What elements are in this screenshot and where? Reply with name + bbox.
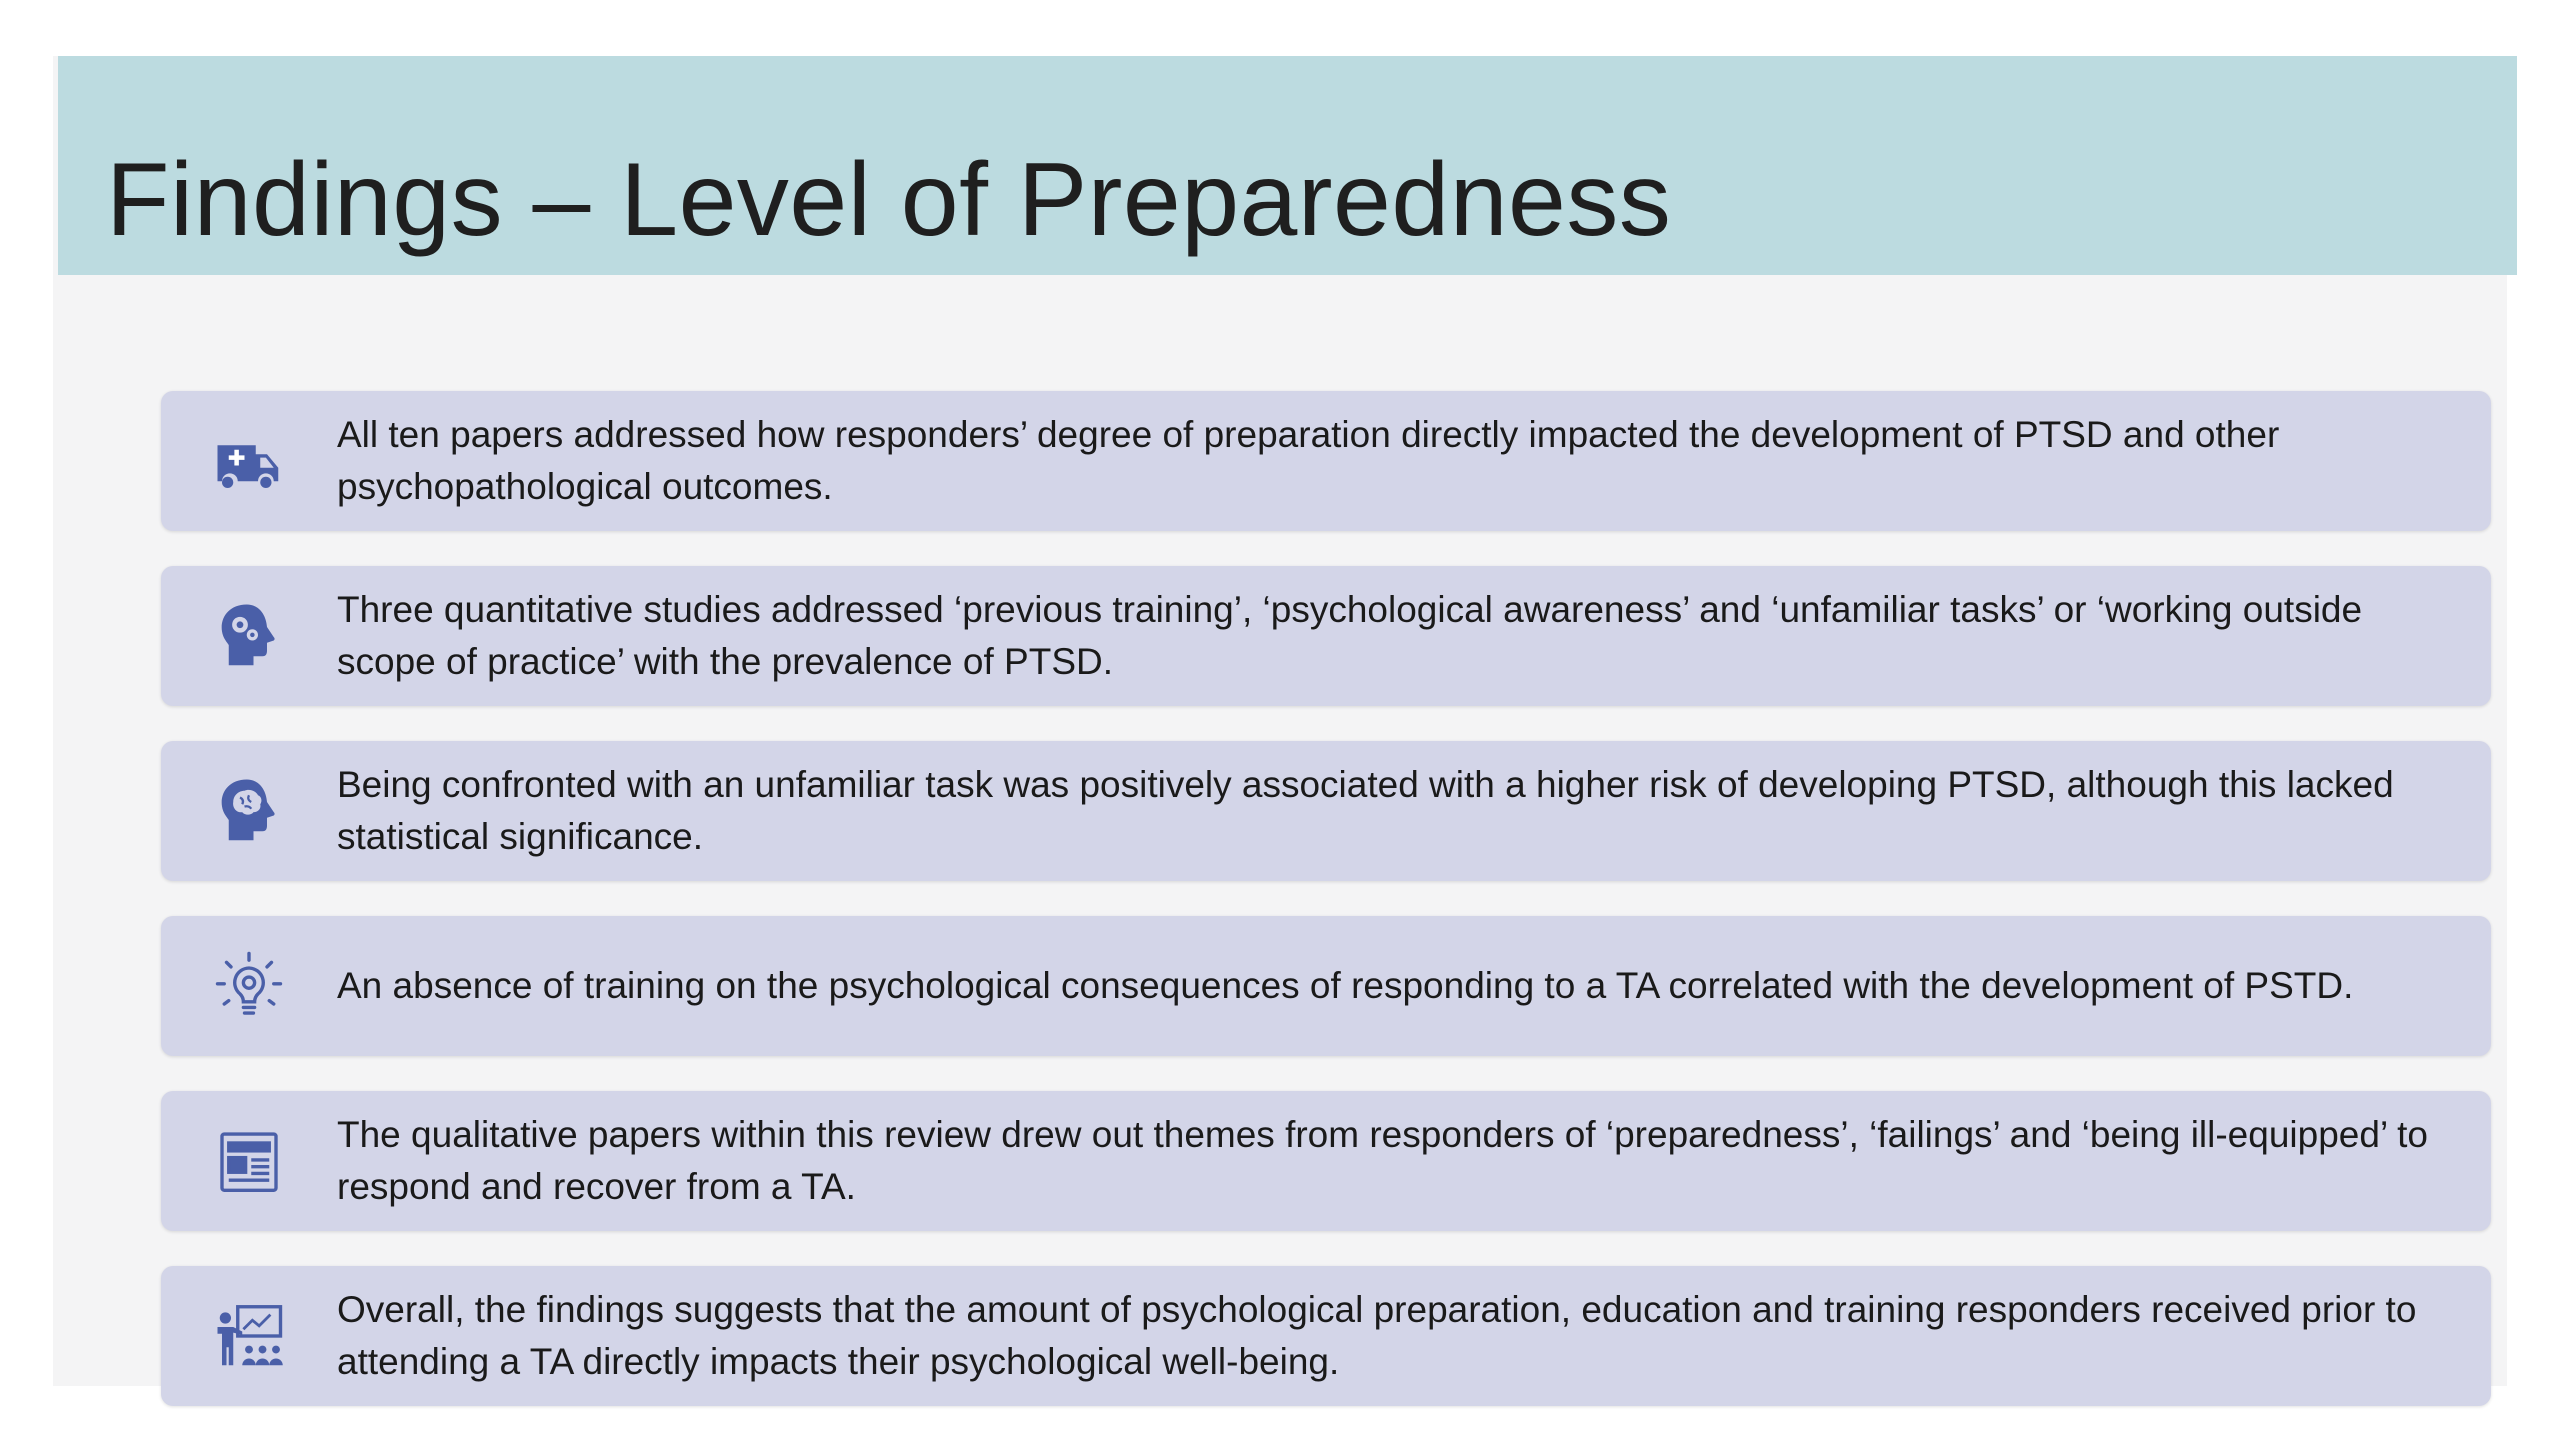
list-item (161, 566, 2491, 706)
findings-list (161, 391, 2491, 1441)
head-brain-icon (161, 741, 337, 881)
list-item (161, 916, 2491, 1056)
list-item (161, 1266, 2491, 1406)
title-band (58, 56, 2517, 275)
slide (53, 56, 2507, 1386)
item-text: The qualitative papers within this review drew out themes from responders of ‘preparedness’, ‘failings’ and ‘being ill-equipped’ to respond and recover from a TA. (337, 1114, 2428, 1207)
list-item (161, 1091, 2491, 1231)
head-gears-icon (161, 566, 337, 706)
item-text: Being confronted with an unfamiliar task was positively associated with a higher risk of developing PTSD, although this lacked statistical significance. (337, 764, 2394, 857)
lightbulb-icon (161, 916, 337, 1056)
item-text: Overall, the findings suggests that the amount of psychological preparation, education and training responders received prior to attending a TA directly impacts their psychological well-being. (337, 1289, 2417, 1382)
item-text: All ten papers addressed how responders’ degree of preparation directly impacted the development of PTSD and other psychopathological outcomes. (337, 414, 2280, 507)
item-text: Three quantitative studies addressed ‘previous training’, ‘psychological awareness’ and ‘unfamiliar tasks’ or ‘working outside scope of practice’ with the prevalence of PTSD. (337, 589, 2363, 682)
slide-title: Findings – Level of Preparedness (106, 142, 1672, 258)
ambulance-icon (161, 391, 337, 531)
list-item (161, 391, 2491, 531)
newspaper-icon (161, 1091, 337, 1231)
teacher-class-icon (161, 1266, 337, 1406)
item-text: An absence of training on the psychological consequences of responding to a TA correlated with the development of PSTD. (337, 965, 2354, 1006)
list-item (161, 741, 2491, 881)
